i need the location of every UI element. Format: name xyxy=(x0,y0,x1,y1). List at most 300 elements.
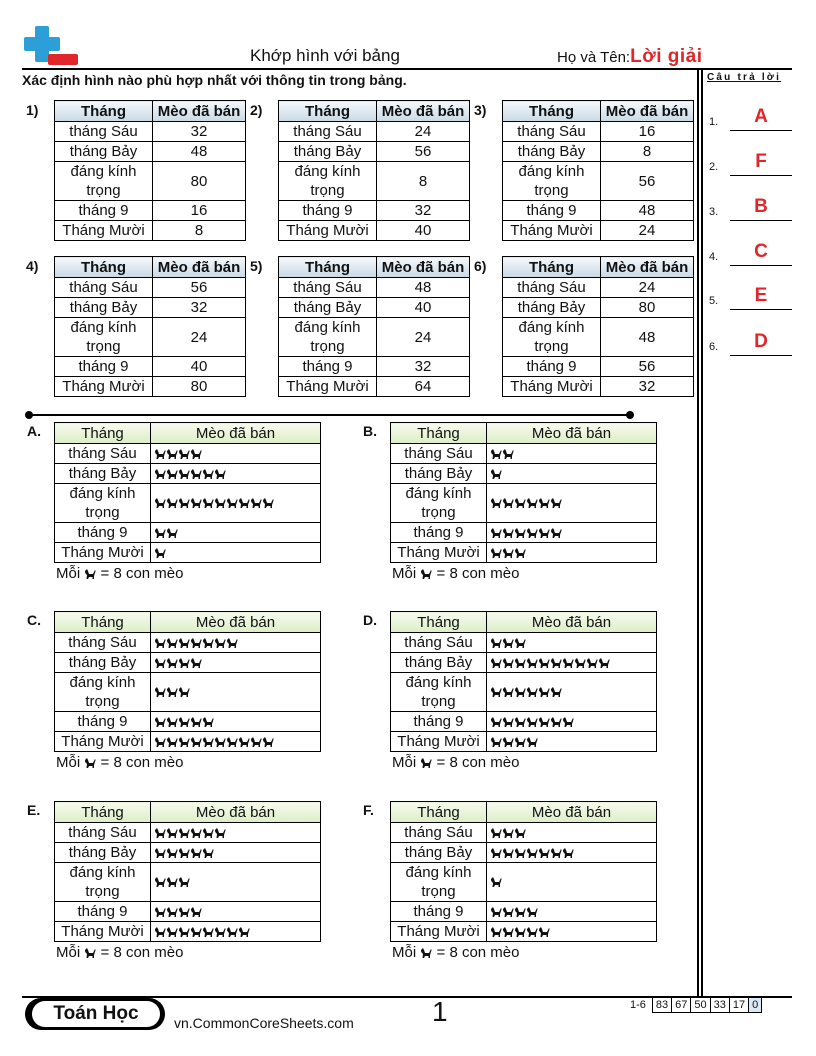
cat-icon xyxy=(154,494,166,513)
cat-icon xyxy=(490,464,502,483)
pictograph-key xyxy=(392,565,519,582)
table-row xyxy=(55,863,321,902)
table-row xyxy=(279,122,470,142)
header-rule xyxy=(22,68,792,70)
data-table xyxy=(502,256,694,397)
month-cell: tháng Bảy xyxy=(391,653,487,673)
cat-icon xyxy=(166,683,178,702)
logo xyxy=(22,24,80,68)
page-number: 1 xyxy=(432,996,448,1027)
table-row xyxy=(391,712,657,732)
table-header-row xyxy=(55,257,246,278)
option-label: D. xyxy=(363,612,377,628)
value-cell: 56 xyxy=(153,278,246,298)
answer-line xyxy=(730,355,792,356)
month-cell: Tháng Mười xyxy=(391,543,487,563)
value-cell: 80 xyxy=(153,377,246,397)
answer-value: D xyxy=(754,331,768,352)
table-row xyxy=(503,142,694,162)
cat-icon xyxy=(416,944,436,961)
month-cell: tháng 9 xyxy=(279,201,377,221)
month-cell: đáng kính trọng xyxy=(391,673,487,712)
cat-icon xyxy=(154,444,166,463)
table-row xyxy=(55,543,321,563)
answer-line xyxy=(730,265,792,266)
cat-icon xyxy=(214,823,226,842)
cat-icon xyxy=(550,683,562,702)
cat-icon xyxy=(526,843,538,862)
data-table xyxy=(278,100,470,241)
cat-icon xyxy=(502,633,514,652)
month-cell: tháng Sáu xyxy=(503,122,601,142)
cat-icon xyxy=(250,732,262,751)
cat-icon xyxy=(178,464,190,483)
cat-icon xyxy=(202,922,214,941)
answer-row xyxy=(709,153,793,177)
cat-icon xyxy=(154,922,166,941)
table-row xyxy=(279,377,470,397)
month-cell: đáng kính trọng xyxy=(503,318,601,357)
option-label: A. xyxy=(27,423,41,439)
cat-icon xyxy=(514,523,526,542)
header-month: Tháng xyxy=(55,257,153,278)
cat-icons-cell xyxy=(487,633,657,653)
cat-icon xyxy=(502,922,514,941)
cat-icon xyxy=(202,633,214,652)
cat-icon xyxy=(154,683,166,702)
table-row xyxy=(279,298,470,318)
cat-icon xyxy=(490,823,502,842)
cat-icon xyxy=(154,633,166,652)
table-header-row xyxy=(279,257,470,278)
month-cell: tháng 9 xyxy=(55,902,151,922)
value-cell: 40 xyxy=(377,221,470,241)
cat-icons-cell xyxy=(151,863,321,902)
cat-icon xyxy=(526,653,538,672)
month-cell: tháng Sáu xyxy=(391,633,487,653)
table-row xyxy=(55,633,321,653)
table-row xyxy=(55,444,321,464)
answer-line xyxy=(730,309,792,310)
cat-icon xyxy=(526,523,538,542)
cat-icon xyxy=(214,922,226,941)
cat-icon xyxy=(526,732,538,751)
month-cell: tháng Sáu xyxy=(55,122,153,142)
header-month: Tháng xyxy=(503,257,601,278)
cat-icon xyxy=(562,843,574,862)
cat-icon xyxy=(562,712,574,731)
answer-line xyxy=(730,130,792,131)
table-row xyxy=(391,732,657,752)
cat-icon xyxy=(502,683,514,702)
table-header-row xyxy=(55,101,246,122)
cat-icons-cell xyxy=(151,523,321,543)
month-cell: đáng kính trọng xyxy=(55,863,151,902)
cat-icon xyxy=(238,922,250,941)
cat-icon xyxy=(226,633,238,652)
key-text: = 8 con mèo xyxy=(100,565,184,582)
cat-icon xyxy=(166,464,178,483)
cat-icon xyxy=(154,712,166,731)
cat-icons-cell xyxy=(487,653,657,673)
answer-line xyxy=(730,220,792,221)
pictograph-table xyxy=(54,611,321,752)
table-row xyxy=(55,377,246,397)
cat-icon xyxy=(502,523,514,542)
month-cell: tháng 9 xyxy=(55,712,151,732)
cat-icon xyxy=(154,543,166,562)
month-cell: tháng Sáu xyxy=(55,823,151,843)
cat-icon xyxy=(178,683,190,702)
score-cell: 17 xyxy=(729,998,748,1013)
month-cell: đáng kính trọng xyxy=(279,162,377,201)
value-cell: 8 xyxy=(153,221,246,241)
cat-icons-cell xyxy=(151,823,321,843)
value-cell: 48 xyxy=(377,278,470,298)
table-header-row xyxy=(391,802,657,823)
table-row xyxy=(503,318,694,357)
cat-icon xyxy=(490,683,502,702)
cat-icon xyxy=(514,732,526,751)
table-row xyxy=(279,318,470,357)
table-row xyxy=(55,523,321,543)
month-cell: Tháng Mười xyxy=(55,732,151,752)
month-cell: tháng 9 xyxy=(391,523,487,543)
answer-row xyxy=(709,198,793,222)
cat-icon xyxy=(416,565,436,582)
cat-icon xyxy=(586,653,598,672)
table-row xyxy=(55,278,246,298)
name-field xyxy=(557,46,703,68)
cat-icons-cell xyxy=(487,444,657,464)
table-row xyxy=(391,922,657,942)
cat-icons-cell xyxy=(151,484,321,523)
cat-icon xyxy=(166,823,178,842)
cat-icon xyxy=(262,732,274,751)
cat-icon xyxy=(202,843,214,862)
cat-icons-cell xyxy=(151,464,321,484)
cat-icon xyxy=(514,843,526,862)
month-cell: đáng kính trọng xyxy=(279,318,377,357)
cat-icon xyxy=(154,843,166,862)
name-value: Lời giải xyxy=(630,46,703,67)
month-cell: tháng Bảy xyxy=(503,142,601,162)
data-table xyxy=(54,100,246,241)
cat-icon xyxy=(178,922,190,941)
value-cell: 32 xyxy=(153,298,246,318)
divider-dot xyxy=(25,411,33,419)
table-row xyxy=(279,142,470,162)
month-cell: tháng Bảy xyxy=(55,653,151,673)
cat-icon xyxy=(154,653,166,672)
cat-icon xyxy=(154,523,166,542)
table-header-row xyxy=(391,423,657,444)
month-cell: tháng 9 xyxy=(55,357,153,377)
table-row xyxy=(55,712,321,732)
cat-icons-cell xyxy=(151,543,321,563)
cat-icons-cell xyxy=(151,902,321,922)
cat-icons-cell xyxy=(151,653,321,673)
header-month: Tháng xyxy=(55,423,151,444)
answer-column-rule xyxy=(701,68,703,996)
cat-icon xyxy=(502,732,514,751)
cat-icon xyxy=(514,902,526,921)
cat-icons-cell xyxy=(151,633,321,653)
cat-icon xyxy=(514,922,526,941)
cat-icon xyxy=(526,922,538,941)
cat-icon xyxy=(190,902,202,921)
table-row xyxy=(55,298,246,318)
cat-icon xyxy=(502,843,514,862)
value-cell: 48 xyxy=(601,318,694,357)
data-table xyxy=(54,256,246,397)
month-cell: Tháng Mười xyxy=(503,221,601,241)
month-cell: tháng Bảy xyxy=(279,142,377,162)
table-row xyxy=(503,357,694,377)
score-cell: 83 xyxy=(652,998,671,1013)
month-cell: đáng kính trọng xyxy=(391,484,487,523)
table-header-row xyxy=(55,423,321,444)
cat-icon xyxy=(178,633,190,652)
option-label: F. xyxy=(363,802,374,818)
value-cell: 32 xyxy=(153,122,246,142)
table-row xyxy=(503,298,694,318)
month-cell: tháng 9 xyxy=(55,201,153,221)
cat-icon xyxy=(190,712,202,731)
table-header-row xyxy=(503,257,694,278)
key-prefix: Mỗi xyxy=(56,754,81,771)
key-text: = 8 con mèo xyxy=(436,754,520,771)
answer-number: 3. xyxy=(709,206,719,218)
question-number: 5) xyxy=(250,258,263,274)
cat-icon xyxy=(178,494,190,513)
month-cell: tháng Bảy xyxy=(55,298,153,318)
key-text: = 8 con mèo xyxy=(100,754,184,771)
cat-icon xyxy=(502,902,514,921)
month-cell: tháng Bảy xyxy=(279,298,377,318)
cat-icons-cell xyxy=(487,673,657,712)
value-cell: 48 xyxy=(153,142,246,162)
value-cell: 16 xyxy=(153,201,246,221)
cat-icon xyxy=(526,683,538,702)
cat-icon xyxy=(490,494,502,513)
cat-icon xyxy=(490,543,502,562)
answer-number: 5. xyxy=(709,295,719,307)
data-table xyxy=(502,100,694,241)
month-cell: tháng 9 xyxy=(503,357,601,377)
cat-icon xyxy=(502,653,514,672)
cat-icon xyxy=(178,902,190,921)
cat-icon xyxy=(154,732,166,751)
cat-icon xyxy=(490,653,502,672)
cat-icon xyxy=(166,523,178,542)
table-row xyxy=(279,278,470,298)
header-month: Tháng xyxy=(391,802,487,823)
score-cell: 33 xyxy=(710,998,729,1013)
month-cell: tháng 9 xyxy=(55,523,151,543)
value-cell: 24 xyxy=(377,318,470,357)
table-row xyxy=(391,464,657,484)
table-row xyxy=(55,122,246,142)
answer-row xyxy=(709,287,793,311)
cat-icon xyxy=(202,494,214,513)
table-row xyxy=(503,162,694,201)
month-cell: tháng Bảy xyxy=(55,843,151,863)
cat-icon xyxy=(490,444,502,463)
cat-icons-cell xyxy=(151,444,321,464)
cat-icon xyxy=(526,712,538,731)
month-cell: tháng Sáu xyxy=(391,444,487,464)
pictograph-key xyxy=(56,944,183,961)
header-cats: Mèo đã bán xyxy=(151,423,321,444)
key-prefix: Mỗi xyxy=(392,565,417,582)
table-row xyxy=(503,122,694,142)
month-cell: Tháng Mười xyxy=(55,377,153,397)
cat-icon xyxy=(514,823,526,842)
cat-icon xyxy=(178,712,190,731)
table-row xyxy=(391,444,657,464)
key-text: = 8 con mèo xyxy=(436,944,520,961)
month-cell: đáng kính trọng xyxy=(55,673,151,712)
pictograph-table xyxy=(390,611,657,752)
cat-icons-cell xyxy=(487,712,657,732)
cat-icon xyxy=(238,494,250,513)
value-cell: 32 xyxy=(601,377,694,397)
header-month: Tháng xyxy=(55,802,151,823)
table-row xyxy=(55,162,246,201)
answer-row xyxy=(709,243,793,267)
divider-dot xyxy=(626,411,634,419)
value-cell: 8 xyxy=(601,142,694,162)
cat-icon xyxy=(238,732,250,751)
month-cell: đáng kính trọng xyxy=(55,318,153,357)
key-prefix: Mỗi xyxy=(56,565,81,582)
header-month: Tháng xyxy=(279,101,377,122)
page-title: Khớp hình với bảng xyxy=(250,46,400,65)
cat-icon xyxy=(490,843,502,862)
header-cats: Mèo đã bán xyxy=(153,101,246,122)
pictograph-key xyxy=(56,754,183,771)
pictograph-table xyxy=(54,801,321,942)
month-cell: đáng kính trọng xyxy=(391,863,487,902)
cat-icon xyxy=(154,873,166,892)
cat-icon xyxy=(166,873,178,892)
cat-icon xyxy=(490,633,502,652)
value-cell: 24 xyxy=(377,122,470,142)
pictograph-table xyxy=(390,422,657,563)
table-row xyxy=(279,221,470,241)
table-row xyxy=(55,221,246,241)
header-month: Tháng xyxy=(391,423,487,444)
cat-icon xyxy=(178,873,190,892)
cat-icon xyxy=(166,494,178,513)
cat-icon xyxy=(80,565,100,582)
cat-icons-cell xyxy=(151,712,321,732)
month-cell: đáng kính trọng xyxy=(55,484,151,523)
cat-icon xyxy=(154,464,166,483)
table-row xyxy=(55,653,321,673)
cat-icon xyxy=(202,712,214,731)
value-cell: 24 xyxy=(601,278,694,298)
table-row xyxy=(391,843,657,863)
table-row xyxy=(55,464,321,484)
month-cell: Tháng Mười xyxy=(279,221,377,241)
option-label: C. xyxy=(27,612,41,628)
cat-icon xyxy=(574,653,586,672)
score-cell: 50 xyxy=(691,998,710,1013)
value-cell: 32 xyxy=(377,357,470,377)
score-range: 1-6 xyxy=(630,999,646,1011)
cat-icon xyxy=(178,843,190,862)
cat-icon xyxy=(416,754,436,771)
cat-icon xyxy=(262,494,274,513)
month-cell: tháng Bảy xyxy=(391,843,487,863)
cat-icon xyxy=(250,494,262,513)
cat-icons-cell xyxy=(487,484,657,523)
month-cell: đáng kính trọng xyxy=(55,162,153,201)
answer-column-rule xyxy=(697,68,699,996)
table-row xyxy=(391,543,657,563)
table-header-row xyxy=(55,612,321,633)
month-cell: tháng Sáu xyxy=(279,278,377,298)
value-cell: 56 xyxy=(377,142,470,162)
table-row xyxy=(391,902,657,922)
month-cell: Tháng Mười xyxy=(391,922,487,942)
header-month: Tháng xyxy=(391,612,487,633)
table-row xyxy=(55,318,246,357)
answer-row xyxy=(709,333,793,357)
month-cell: tháng Sáu xyxy=(55,633,151,653)
cat-icon xyxy=(202,464,214,483)
cat-icon xyxy=(538,843,550,862)
month-cell: tháng Bảy xyxy=(55,142,153,162)
table-header-row xyxy=(55,802,321,823)
header-cats: Mèo đã bán xyxy=(377,101,470,122)
answer-number: 4. xyxy=(709,251,719,263)
month-cell: tháng 9 xyxy=(391,712,487,732)
cat-icon xyxy=(80,944,100,961)
cat-icon xyxy=(178,444,190,463)
key-prefix: Mỗi xyxy=(56,944,81,961)
cat-icon xyxy=(166,843,178,862)
cat-icons-cell xyxy=(151,922,321,942)
header-cats: Mèo đã bán xyxy=(487,802,657,823)
cat-icon xyxy=(538,922,550,941)
cat-icon xyxy=(490,712,502,731)
cat-icon xyxy=(550,523,562,542)
key-prefix: Mỗi xyxy=(392,944,417,961)
cat-icon xyxy=(514,683,526,702)
data-table xyxy=(278,256,470,397)
month-cell: tháng Sáu xyxy=(55,444,151,464)
header-month: Tháng xyxy=(279,257,377,278)
cat-icon xyxy=(502,823,514,842)
answer-value: F xyxy=(755,151,767,172)
value-cell: 24 xyxy=(153,318,246,357)
table-row xyxy=(391,823,657,843)
cat-icon xyxy=(166,922,178,941)
answer-value: A xyxy=(754,106,768,127)
month-cell: Tháng Mười xyxy=(55,543,151,563)
table-row xyxy=(55,357,246,377)
cat-icon xyxy=(550,494,562,513)
option-label: E. xyxy=(27,802,41,818)
cat-icon xyxy=(214,633,226,652)
score-table xyxy=(627,997,762,1013)
cat-icon xyxy=(190,653,202,672)
cat-icon xyxy=(226,732,238,751)
cat-icon xyxy=(190,922,202,941)
